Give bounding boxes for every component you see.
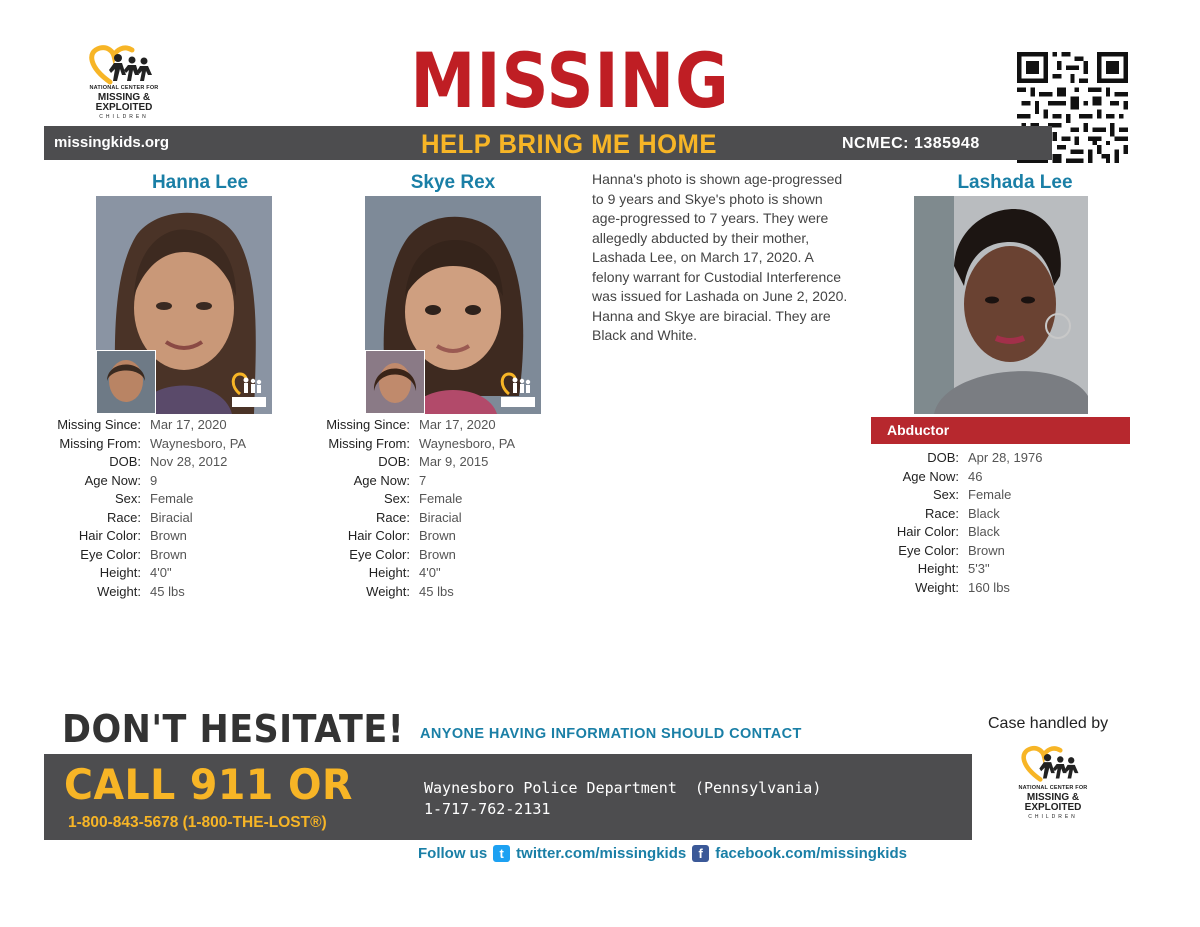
- value-hair-color: Brown: [419, 528, 456, 543]
- child-name-2: Skye Rex: [410, 172, 496, 193]
- label-height: Height:: [368, 565, 410, 580]
- value-height: 4'0": [150, 565, 172, 580]
- abductor-tag: Abductor: [871, 417, 1130, 444]
- value-sex: Female: [968, 487, 1012, 502]
- value-race: Biracial: [150, 509, 193, 525]
- value-dob: Mar 9, 2015: [419, 454, 489, 469]
- value-weight: 45 lbs: [419, 583, 454, 599]
- value-height: 5'3": [968, 561, 990, 576]
- logo-line-3: EXPLOITED: [95, 101, 153, 113]
- banner-text: HELP BRING ME HOME: [421, 129, 717, 159]
- ncmec-watermark-icon: [497, 368, 537, 410]
- abductor-facts: [828, 449, 1042, 597]
- label-race: Race:: [107, 509, 141, 525]
- label-dob: DOB:: [109, 454, 141, 469]
- label-missing-from: Missing From:: [59, 435, 141, 451]
- contact-prompt: ANYONE HAVING INFORMATION SHOULD CONTACT: [420, 726, 802, 742]
- logo-line-2: MISSING &: [97, 91, 151, 103]
- value-missing-since: Mar 17, 2020: [150, 417, 227, 432]
- value-sex: Female: [150, 491, 194, 506]
- value-dob: Apr 28, 1976: [968, 450, 1043, 465]
- value-dob: Nov 28, 2012: [150, 454, 228, 469]
- label-hair-color: Hair Color:: [347, 528, 410, 543]
- child-photo-2: [365, 196, 541, 414]
- label-age-now: Age Now:: [902, 468, 959, 484]
- label-eye-color: Eye Color:: [80, 546, 141, 562]
- call-band: [44, 754, 972, 840]
- label-sex: Sex:: [932, 487, 959, 502]
- dont-hesitate-heading: DON'T HESITATE!: [62, 707, 405, 751]
- value-age-now: 46: [968, 468, 983, 484]
- logo-line-3: EXPLOITED: [1024, 801, 1082, 813]
- value-race: Biracial: [419, 509, 462, 525]
- value-eye-color: Brown: [150, 546, 187, 562]
- logo-line-1: NATIONAL CENTER FOR: [1018, 785, 1088, 791]
- child-facts-1: [10, 416, 246, 601]
- child-photo-1: [96, 196, 272, 414]
- value-missing-from: Waynesboro, PA: [150, 435, 247, 451]
- ncmec-logo-footer: [1013, 742, 1093, 828]
- call-911-text: CALL 911 OR: [64, 760, 353, 809]
- abductor-photo: [914, 196, 1088, 414]
- twitter-link[interactable]: twitter.com/missingkids: [516, 845, 687, 862]
- case-handled-by: Case handled by: [988, 715, 1109, 732]
- case-description: Hanna's photo is shown age-progressed to 9 years and Skye's photo is shown age-progressed to 7 years. They were allegedly abducted by their mother, Lashada Lee, on March 17, 2020. A felony warrant for Custodial Interference was issued for Lashada on June 2, 2020. Hanna and Skye are biracial. They are Black and White.: [592, 171, 848, 343]
- child-inset-photo-2: [365, 350, 425, 414]
- label-race: Race:: [925, 505, 959, 521]
- label-age-now: Age Now:: [84, 472, 141, 488]
- agency-name: Waynesboro Police Department (Pennsylvania): [424, 779, 822, 797]
- label-weight: Weight:: [915, 579, 959, 595]
- twitter-icon[interactable]: t: [493, 845, 510, 862]
- agency-phone[interactable]: 1-717-762-2131: [424, 800, 551, 818]
- value-weight: 160 lbs: [968, 579, 1010, 595]
- header-band: [44, 126, 1052, 160]
- logo-line-4: CHILDREN: [1028, 813, 1078, 820]
- child-facts-2: [279, 416, 515, 601]
- label-missing-from: Missing From:: [328, 435, 410, 451]
- label-hair-color: Hair Color:: [78, 528, 141, 543]
- value-hair-color: Brown: [150, 528, 187, 543]
- label-sex: Sex:: [114, 491, 141, 506]
- value-age-now: 7: [419, 472, 427, 488]
- label-dob: DOB:: [927, 450, 959, 465]
- page-title: MISSING: [410, 36, 730, 125]
- hotline-number[interactable]: 1-800-843-5678 (1-800-THE-LOST®): [68, 814, 327, 831]
- case-number: NCMEC: 1385948: [842, 135, 980, 152]
- label-eye-color: Eye Color:: [898, 542, 959, 558]
- site-link[interactable]: missingkids.org: [54, 134, 170, 151]
- label-hair-color: Hair Color:: [896, 524, 959, 539]
- label-height: Height:: [917, 561, 959, 576]
- ncmec-watermark-icon: [228, 368, 268, 410]
- follow-us-label: Follow us: [418, 845, 488, 862]
- value-hair-color: Black: [968, 524, 1000, 539]
- label-missing-since: Missing Since:: [57, 417, 141, 432]
- logo-line-4: CHILDREN: [99, 113, 149, 120]
- value-age-now: 9: [150, 472, 158, 488]
- ncmec-logo: [80, 42, 168, 132]
- agency-contact: [424, 778, 821, 820]
- value-missing-since: Mar 17, 2020: [419, 417, 496, 432]
- facebook-link[interactable]: facebook.com/missingkids: [715, 845, 907, 862]
- child-inset-photo-1: [96, 350, 156, 414]
- value-eye-color: Brown: [968, 542, 1005, 558]
- logo-line-2: MISSING &: [1026, 791, 1080, 803]
- child-name-1: Hanna Lee: [151, 172, 249, 193]
- logo-line-1: NATIONAL CENTER FOR: [89, 85, 159, 91]
- abductor-name: Lashada Lee: [957, 172, 1073, 193]
- facebook-icon[interactable]: f: [692, 845, 709, 862]
- value-sex: Female: [419, 491, 463, 506]
- social-links: [418, 845, 907, 862]
- value-height: 4'0": [419, 565, 441, 580]
- label-height: Height:: [99, 565, 141, 580]
- label-weight: Weight:: [97, 583, 141, 599]
- value-missing-from: Waynesboro, PA: [419, 435, 516, 451]
- label-weight: Weight:: [366, 583, 410, 599]
- value-eye-color: Brown: [419, 546, 456, 562]
- label-race: Race:: [376, 509, 410, 525]
- label-dob: DOB:: [378, 454, 410, 469]
- label-missing-since: Missing Since:: [326, 417, 410, 432]
- label-age-now: Age Now:: [353, 472, 410, 488]
- label-sex: Sex:: [383, 491, 410, 506]
- label-eye-color: Eye Color:: [349, 546, 410, 562]
- value-weight: 45 lbs: [150, 583, 185, 599]
- value-race: Black: [968, 505, 1000, 521]
